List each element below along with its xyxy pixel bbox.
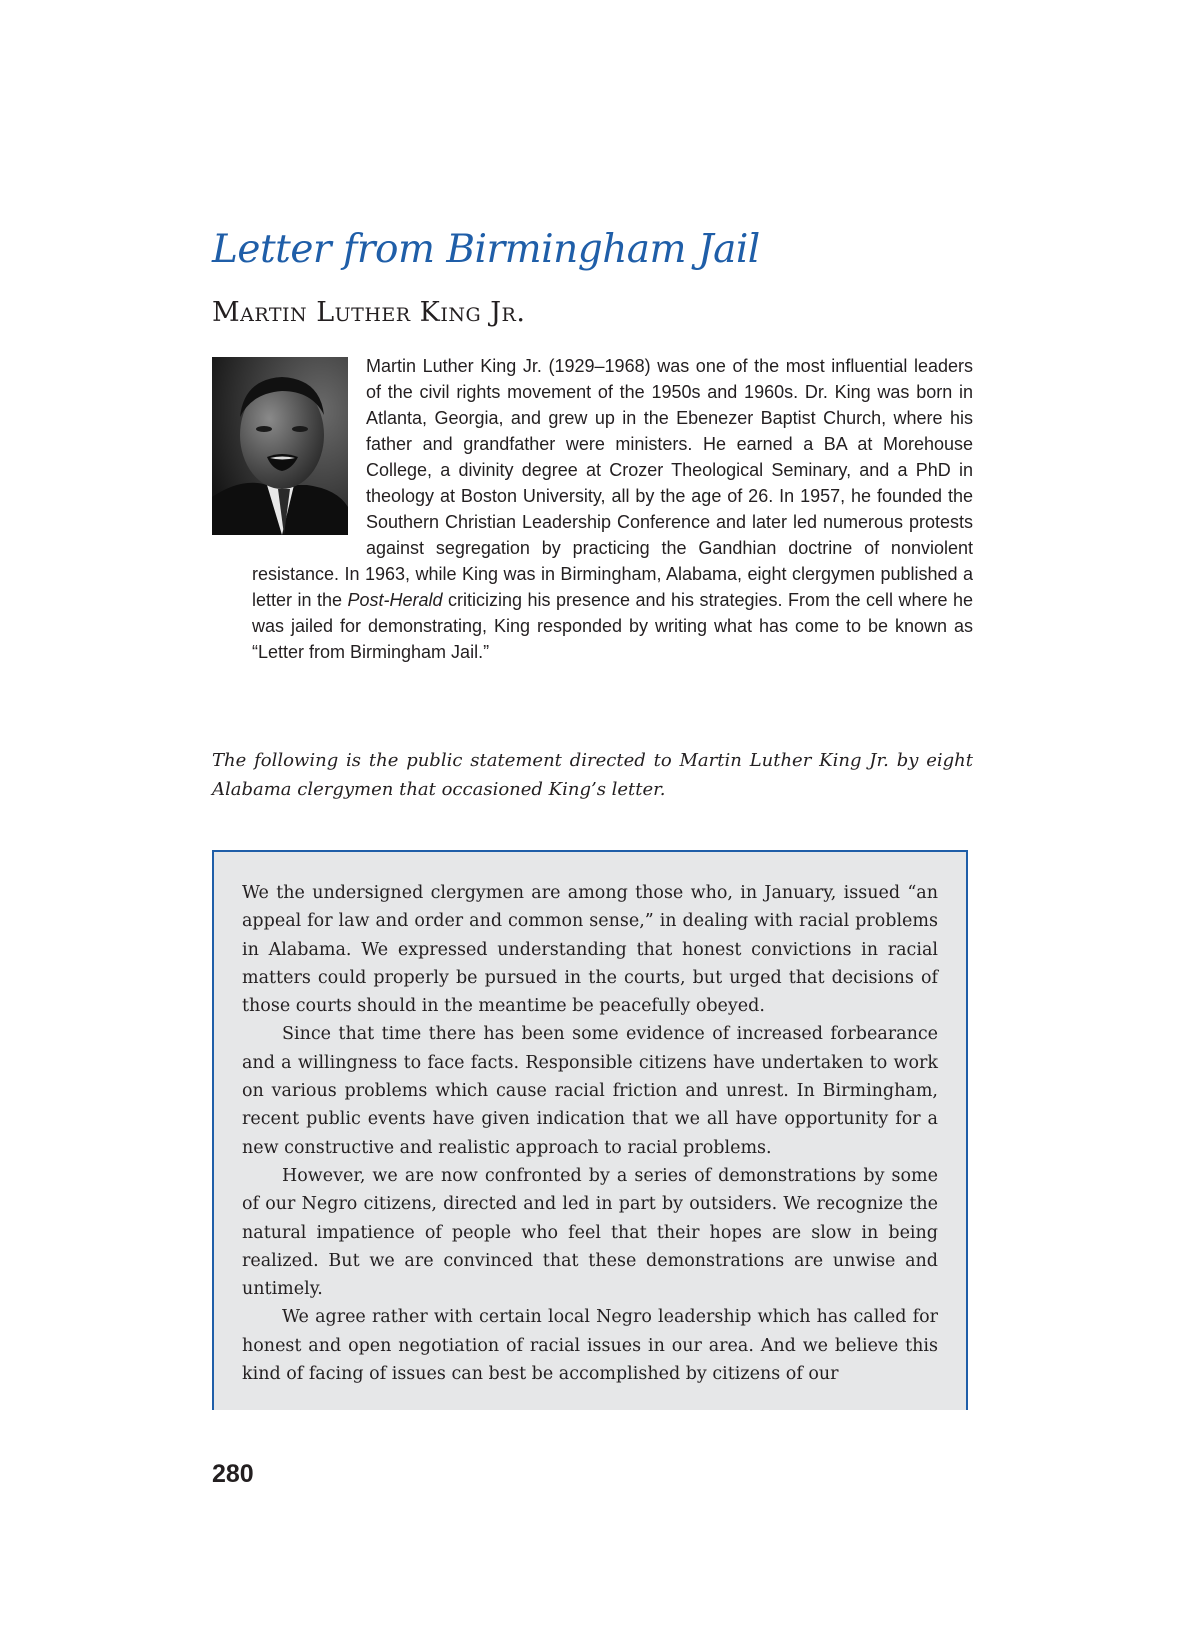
bio-text-part1: Martin Luther King Jr. (1929–1968) was one of the most influential leaders of the civil rights movement of the 1950s and 1960s. Dr. King was born in Atlanta, Georgia, and grew up in the Ebenezer Baptist Church, where his father and grandfather were ministers. He earned a BA at Morehouse College, a divinity degree at Crozer Theological Seminary, and a PhD in theology at Boston University, all by the age of 26. In 1957, he founded the Southern Christian Leadership Conference and later led numerous protests against segregation by practicing the Gandhian doctrine of nonviolent resistance. In 1963, while King was in Birmingham, Alabama, eight clergymen published a letter in the (252, 356, 973, 610)
bio-publication: Post-Herald (347, 590, 443, 610)
statement-paragraph: We the undersigned clergymen are among those who, in January, issued “an appeal for law and order and common sense,” in dealing with racial problems in Alabama. We expressed understanding that honest convictions in racial matters could properly be pursued in the courts, but urged that decisions of those courts should in the meantime be peacefully obeyed. (242, 883, 938, 1017)
statement-paragraph: We agree rather with certain local Negro leadership which has called for honest and open negotiation of racial issues in our area. And we believe this kind of facing of issues can best be accomplished by citizens of our (242, 1307, 938, 1385)
author-name: Martin Luther King Jr. (212, 297, 526, 328)
page-title: Letter from Birmingham Jail (212, 227, 760, 272)
statement-paragraph: Since that time there has been some evidence of increased forbearance and a willingness to face facts. Responsible citizens have undertaken to work on various problems which cause racial friction and unrest. In Birmingham, recent public events have given indication that we all have opportunity for a new constructive and realistic approach to racial problems. (242, 1024, 938, 1158)
author-bio (252, 353, 973, 665)
statement-intro: The following is the public statement directed to Martin Luther King Jr. by eight Alabama clergymen that occasioned King’s letter. (212, 750, 973, 800)
bio-text-part2: criticizing his presence and his strategies. From the cell where he was jailed for demonstrating, King responded by writing what has come to be known as “Letter from Birmingham Jail.” (252, 590, 973, 662)
clergy-statement-box (212, 850, 968, 1410)
page-number: 280 (212, 1460, 254, 1488)
statement-paragraph: However, we are now confronted by a series of demonstrations by some of our Negro citizens, directed and led in part by outsiders. We recognize the natural impatience of people who feel that their hopes are slow in being realized. But we are convinced that these demonstrations are unwise and untimely. (242, 1165, 938, 1300)
